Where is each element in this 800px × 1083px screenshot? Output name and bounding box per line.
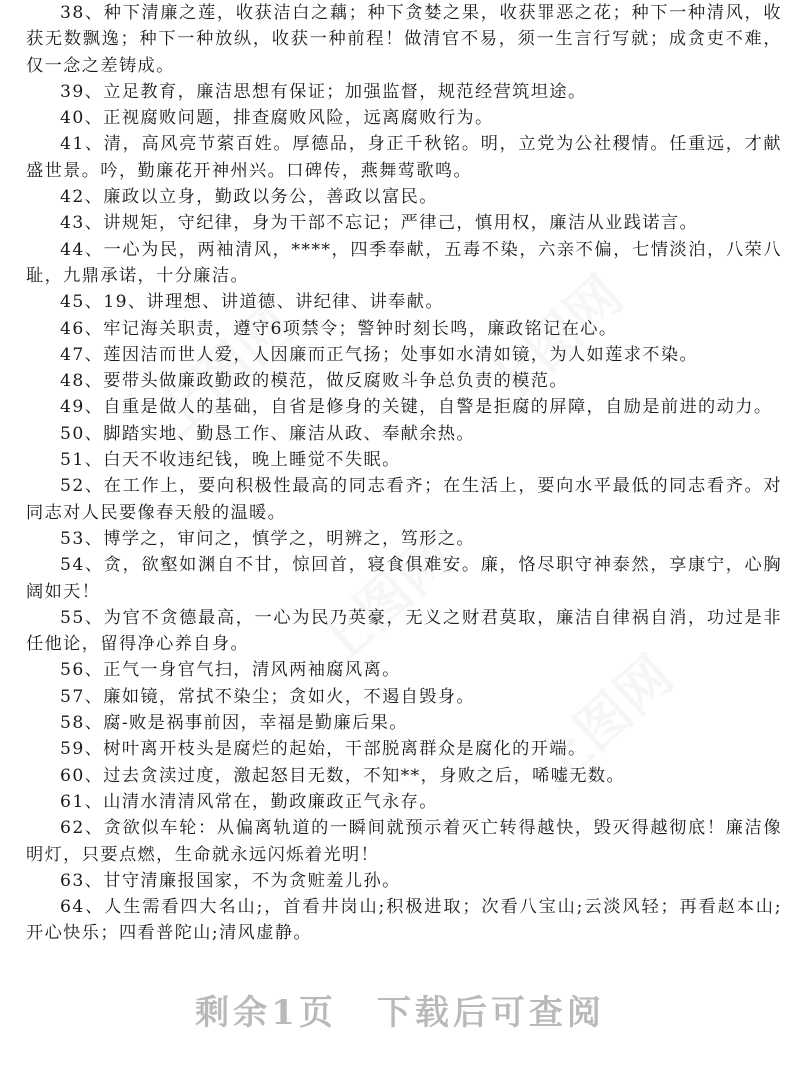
- list-item: 59、树叶离开枝头是腐烂的起始，干部脱离群众是腐化的开端。: [60, 739, 587, 760]
- list-item: 56、正气一身官气扫，清风两袖腐风离。: [60, 660, 401, 681]
- list-item: 45、19、讲理想、讲道德、讲纪律、讲奉献。: [60, 292, 444, 313]
- list-item: 49、自重是做人的基础，自省是修身的关键，自警是拒腐的屏障，自励是前进的动力。: [60, 397, 773, 418]
- remaining-pages-label: 剩余1页: [195, 993, 337, 1033]
- list-item: 64、人生需看四大名山;，首看井岗山;积极进取；次看八宝山;云淡风轻；再看赵本山;开心快乐；四看普陀山;清风虚静。: [26, 897, 782, 944]
- list-item: 40、正视腐败问题，排查腐败风险，远离腐败行为。: [60, 108, 494, 129]
- download-to-view-label: 下载后可查阅: [376, 993, 605, 1033]
- list-item: 39、立足教育，廉洁思想有保证；加强监督，规范经营筑坦途。: [60, 81, 587, 102]
- list-item: 41、清，高风亮节萦百姓。厚德品，身正千秋铭。明，立党为公社稷情。任重远，才献盛世景。吟，勤廉花开神州兴。口碑传，燕舞莺歌鸣。: [26, 134, 782, 181]
- list-item: 63、甘守清廉报国家，不为贪赃羞儿孙。: [60, 870, 401, 891]
- list-item: 52、在工作上，要向积极性最高的同志看齐；在生活上，要向水平最低的同志看齐。对同志对人民要像春天般的温暖。: [26, 476, 782, 523]
- list-item: 54、贪，欲壑如渊自不甘，惊回首，寝食俱难安。廉，恪尽职守神泰然，享康宁，心胸阔如天！: [26, 555, 782, 602]
- list-item: 57、廉如镜，常拭不染尘；贪如火，不遏自毁身。: [60, 686, 476, 707]
- list-item: 46、牢记海关职责，遵守6项禁令；警钟时刻长鸣，廉政铭记在心。: [60, 318, 618, 339]
- list-item: 43、讲规矩，守纪律，身为干部不忘记；严律己，慎用权，廉洁从业践诺言。: [60, 213, 699, 234]
- list-item: 50、脚踏实地、勤恳工作、廉洁从政、奉献余热。: [60, 423, 476, 444]
- list-item: 61、山清水清清风常在，勤政廉政正气永存。: [60, 791, 438, 812]
- list-item: 48、要带头做廉政勤政的模范，做反腐败斗争总负责的模范。: [60, 371, 568, 392]
- list-item: 62、贪欲似车轮：从偏离轨道的一瞬间就预示着灭亡转得越快，毁灭得越彻底！廉洁像明灯，只要点燃，生命就永远闪烁着光明！: [26, 818, 782, 865]
- list-item: 55、为官不贪德最高，一心为民乃英豪，无义之财君莫取，廉洁自律祸自消，功过是非任他论，留得净心养自身。: [26, 607, 782, 655]
- list-item: 47、莲因洁而世人爱，人因廉而正气扬；处事如水清如镜，为人如莲求不染。: [60, 344, 699, 365]
- list-item: 58、腐-败是祸事前因，幸福是勤廉后果。: [60, 713, 408, 734]
- list-item: 60、过去贪渎过度，激起怒目无数，不知**，身败之后，唏嘘无数。: [60, 765, 626, 786]
- list-item: 44、一心为民，两袖清风，****，四季奉献，五毒不染，六亲不偏，七情淡泊，八荣八耻，九鼎承诺，十分廉洁。: [26, 239, 782, 286]
- list-item: 42、廉政以立身，勤政以务公，善政以富民。: [60, 187, 438, 208]
- list-item: 38、种下清廉之莲，收获洁白之藕；种下贪婪之果，收获罪恶之花；种下一种清风，收获无数飘逸；种下一种放纵，收获一种前程！做清官不易，须一生言行写就；成贪吏不难，仅一念之差铸成。: [26, 3, 782, 76]
- document-body: [26, 0, 782, 947]
- list-item: 53、博学之，审问之，慎学之，明辨之，笃形之。: [60, 528, 476, 549]
- list-item: 51、白天不收违纪钱，晚上睡觉不失眠。: [60, 450, 401, 471]
- remaining-pages-banner[interactable]: [0, 985, 800, 1034]
